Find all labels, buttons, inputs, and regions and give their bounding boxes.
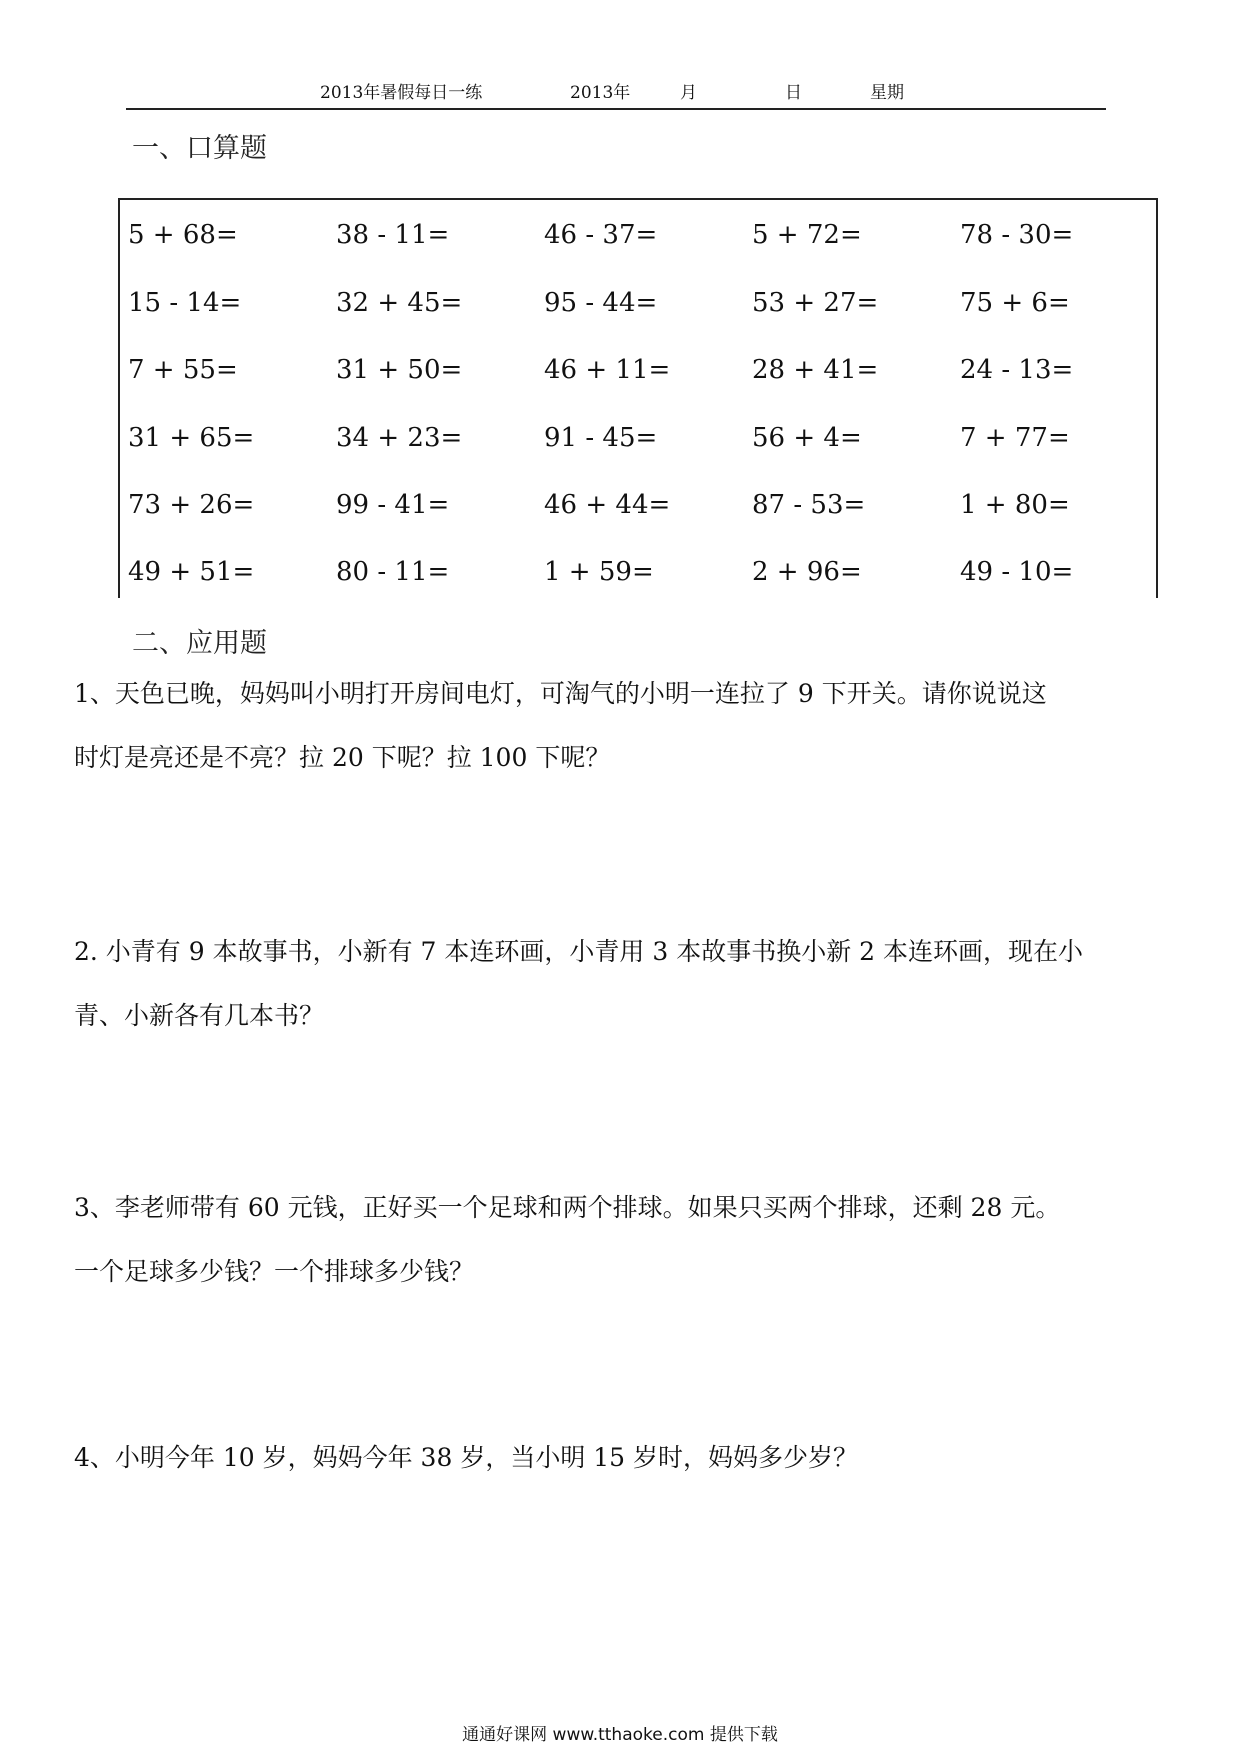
word-problem-3 [74,1190,1174,1318]
calc-row [120,423,1156,463]
calc-item: 56 + 4= [752,423,862,453]
calc-item: 5 + 72= [752,220,862,250]
problem-line: 时灯是亮还是不亮？拉 20 下呢？拉 100 下呢？ [74,743,611,772]
calc-item: 31 + 65= [128,423,255,453]
footer-text: 通通好课网 www.tthaoke.com 提供下载 [462,1725,778,1745]
calc-item: 46 + 11= [544,355,671,385]
calc-item: 80 - 11= [336,557,450,587]
calc-item: 2 + 96= [752,557,862,587]
mental-math-box [118,198,1158,598]
calc-item: 91 - 45= [544,423,658,453]
calc-item: 73 + 26= [128,490,255,520]
calc-item: 34 + 23= [336,423,463,453]
calc-item: 99 - 41= [336,490,450,520]
calc-row [120,490,1156,530]
header-month: 月 [680,83,697,103]
calc-item: 5 + 68= [128,220,238,250]
calc-item: 75 + 6= [960,288,1070,318]
section-title-word-problems: 二、应用题 [132,628,267,659]
header-day: 日 [785,83,802,103]
word-problem-1 [74,676,1174,804]
calc-item: 95 - 44= [544,288,658,318]
calc-row [120,220,1156,260]
calc-item: 46 + 44= [544,490,671,520]
problem-line: 2. 小青有 9 本故事书，小新有 7 本连环画，小青用 3 本故事书换小新 2 本连环画，现在小 [74,937,1083,966]
header-divider [126,108,1106,110]
word-problem-4 [74,1440,1174,1504]
calc-item: 7 + 55= [128,355,238,385]
calc-row [120,355,1156,395]
calc-row [120,557,1156,597]
problem-line: 一个足球多少钱？一个排球多少钱？ [74,1257,475,1286]
calc-item: 49 + 51= [128,557,255,587]
problem-line: 1、天色已晚，妈妈叫小明打开房间电灯，可淘气的小明一连拉了 9 下开关。请你说说这 [74,679,1047,708]
section-title-mental-math: 一、口算题 [132,133,267,164]
calc-item: 49 - 10= [960,557,1074,587]
calc-item: 7 + 77= [960,423,1070,453]
header-week: 星期 [870,83,904,103]
calc-item: 46 - 37= [544,220,658,250]
calc-item: 1 + 80= [960,490,1070,520]
header-year: 2013年 [570,83,631,103]
problem-line: 青、小新各有几本书？ [74,1001,325,1030]
calc-item: 32 + 45= [336,288,463,318]
calc-item: 31 + 50= [336,355,463,385]
problem-line: 4、小明今年 10 岁，妈妈今年 38 岁，当小明 15 岁时，妈妈多少岁？ [74,1443,859,1472]
calc-item: 24 - 13= [960,355,1074,385]
problem-line: 3、李老师带有 60 元钱，正好买一个足球和两个排球。如果只买两个排球，还剩 28 元。 [74,1193,1061,1222]
calc-item: 15 - 14= [128,288,242,318]
calc-row [120,288,1156,328]
page-header [0,78,1240,106]
calc-item: 1 + 59= [544,557,654,587]
calc-item: 87 - 53= [752,490,866,520]
word-problem-2 [74,934,1174,1062]
calc-item: 78 - 30= [960,220,1074,250]
calc-item: 28 + 41= [752,355,879,385]
calc-item: 53 + 27= [752,288,879,318]
header-title: 2013年暑假每日一练 [320,83,483,103]
calc-item: 38 - 11= [336,220,450,250]
